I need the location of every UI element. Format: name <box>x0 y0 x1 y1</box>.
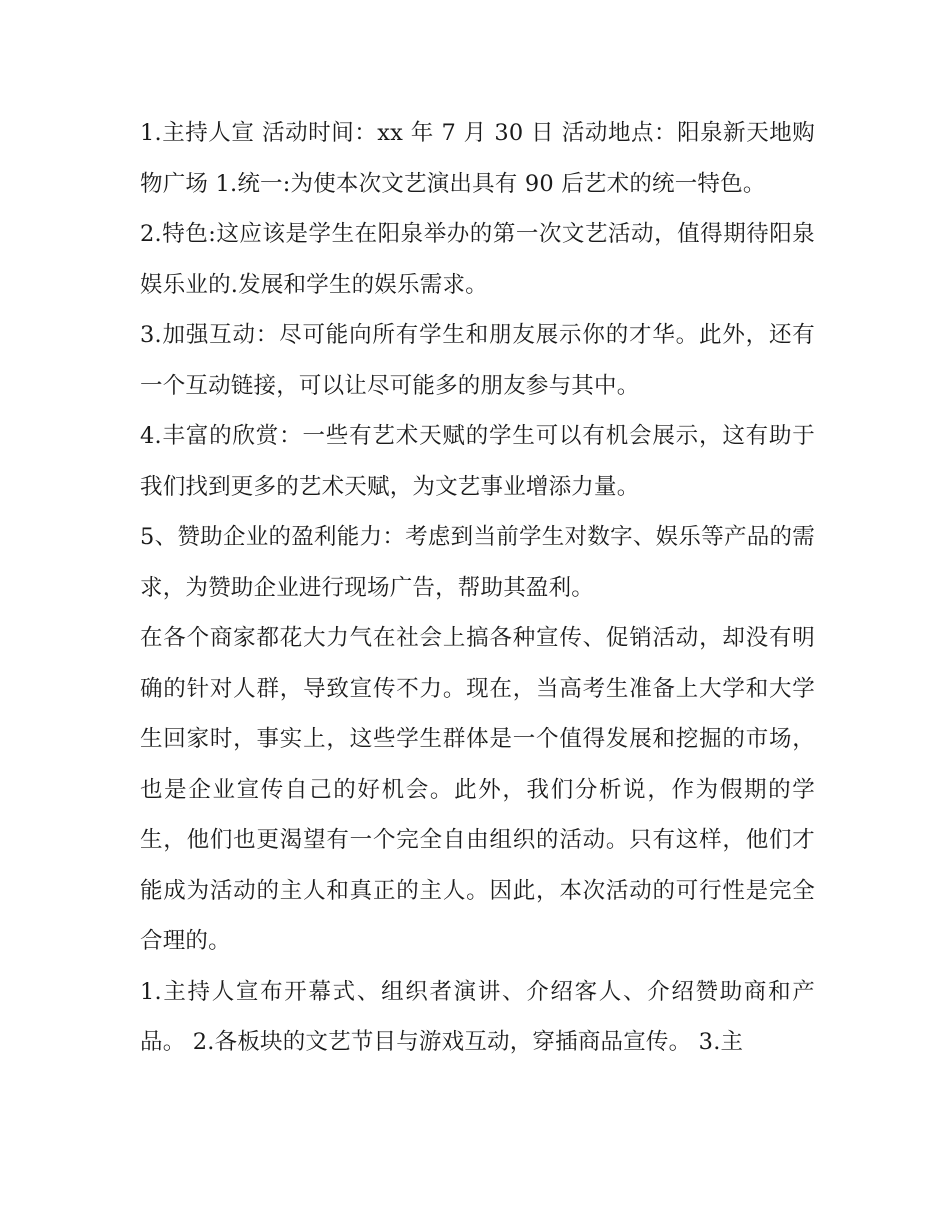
paragraph-feasibility: 在各个商家都花大力气在社会上搞各种宣传、促销活动，却没有明确的针对人群，导致宣传不力。现在，当高考生准备上大学和大学生回家时，事实上，这些学生群体是一个值得发展和挖掘的市场，也是企业宣传自己的好机会。此外，我们分析说，作为假期的学生，他们也更渴望有一个完全自由组织的活动。只有这样，他们才能成为活动的主人和真正的主人。因此，本次活动的可行性是完全合理的。 <box>140 625 815 954</box>
paragraph-interaction: 3.加强互动：尽可能向所有学生和朋友展示你的才华。此外，还有一个互动链接，可以让尽可能多的朋友参与其中。 <box>140 322 815 399</box>
paragraph-appreciation: 4.丰富的欣赏：一些有艺术天赋的学生可以有机会展示，这有助于我们找到更多的艺术天赋，为文艺事业增添力量。 <box>140 423 815 500</box>
paragraph-sponsor-profit: 5、赞助企业的盈利能力：考虑到当前学生对数字、娱乐等产品的需求，为赞助企业进行现场广告，帮助其盈利。 <box>140 524 815 601</box>
paragraph-feature: 2.特色:这应该是学生在阳泉举办的第一次文艺活动，值得期待阳泉娱乐业的.发展和学生的娱乐需求。 <box>140 221 815 298</box>
paragraph-event-info: 1.主持人宣 活动时间：xx 年 7 月 30 日 活动地点：阳泉新天地购物广场 1.统一:为使本次文艺演出具有 90 后艺术的统一特色。 <box>140 120 815 197</box>
paragraph-schedule: 1.主持人宣布开幕式、组织者演讲、介绍客人、介绍赞助商和产品。 2.各板块的文艺节目与游戏互动，穿插商品宣传。 3.主 <box>140 978 815 1055</box>
document-body <box>140 108 815 1068</box>
